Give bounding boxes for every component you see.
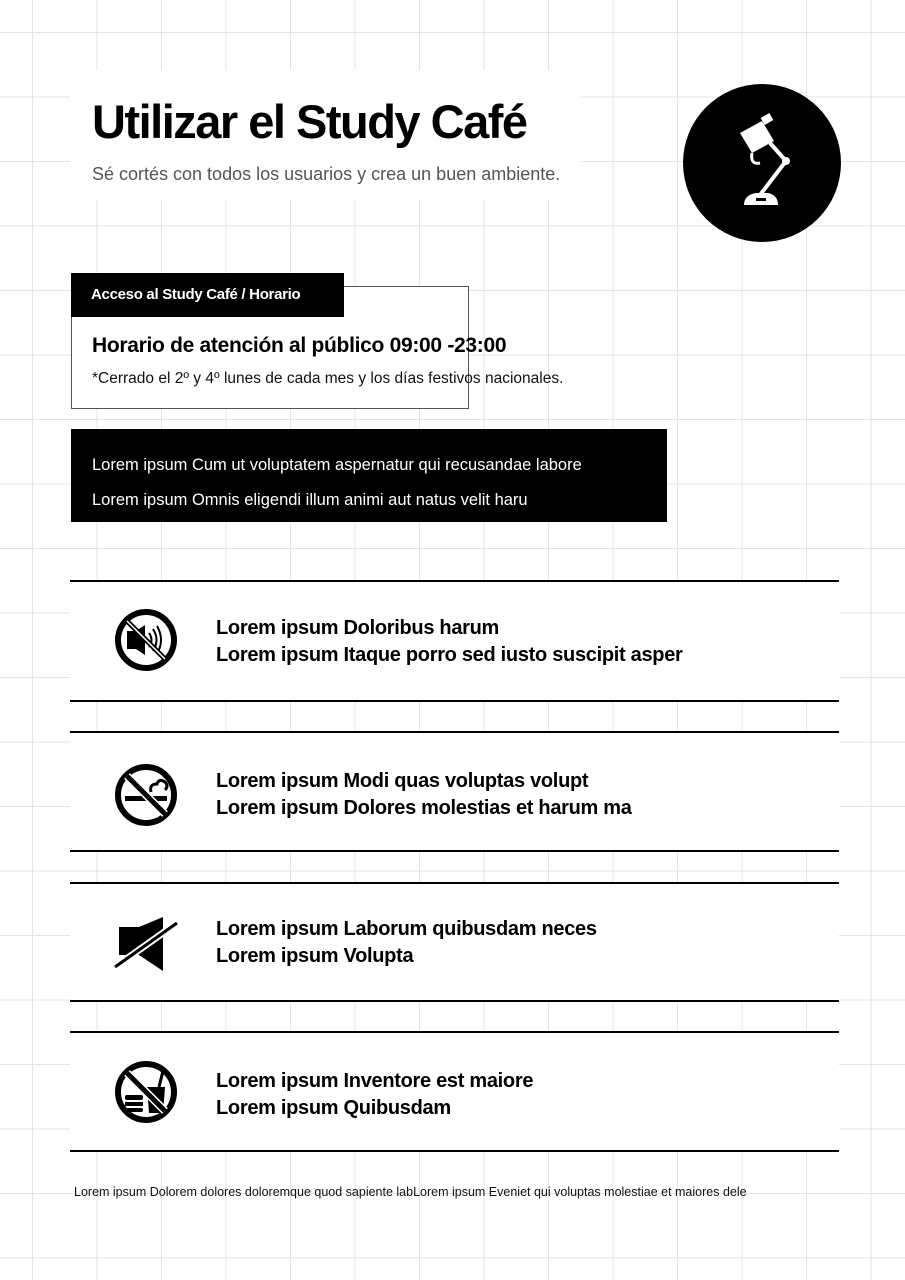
no-sound-icon: [112, 606, 180, 674]
desk-lamp-icon: [683, 84, 841, 242]
rule-line-2: Lorem ipsum Dolores molestias et harum ma: [216, 797, 632, 819]
footer-text: Lorem ipsum Dolorem dolores doloremque quod sapiente labLorem ipsum Eveniet qui voluptas molestiae et maiores dele: [74, 1185, 747, 1199]
page-subtitle: Sé cortés con todos los usuarios y crea un buen ambiente.: [92, 164, 561, 184]
rule-row: [70, 580, 839, 702]
rule-line-1: Lorem ipsum Modi quas voluptas volupt: [216, 770, 589, 792]
rule-line-2: Lorem ipsum Quibusdam: [216, 1097, 451, 1119]
no-food-icon: [112, 1058, 180, 1126]
mute-icon: [112, 910, 180, 978]
hours-note: *Cerrado el 2º y 4º lunes de cada mes y los días festivos nacionales.: [92, 370, 564, 387]
rule-line-2: Lorem ipsum Volupta: [216, 945, 414, 967]
notice-line: Lorem ipsum Omnis eligendi illum animi aut natus velit haru: [92, 491, 528, 509]
page-title: Utilizar el Study Café: [92, 95, 527, 148]
notice-box: [71, 429, 667, 522]
rule-line-1: Lorem ipsum Doloribus harum: [216, 617, 500, 639]
rule-row: [70, 731, 839, 852]
hours-title: Horario de atención al público 09:00 -23:00: [92, 334, 507, 357]
notice-line: Lorem ipsum Cum ut voluptatem aspernatur qui recusandae labore: [92, 456, 582, 474]
rule-line-1: Lorem ipsum Inventore est maiore: [216, 1070, 534, 1092]
rule-line-2: Lorem ipsum Itaque porro sed iusto suscipit asper: [216, 644, 683, 666]
no-smoking-icon: [112, 761, 180, 829]
rule-row: [70, 882, 839, 1002]
rule-line-1: Lorem ipsum Laborum quibusdam neces: [216, 918, 597, 940]
rule-row: [70, 1031, 839, 1152]
hours-tab-label: Acceso al Study Café / Horario: [71, 273, 344, 317]
